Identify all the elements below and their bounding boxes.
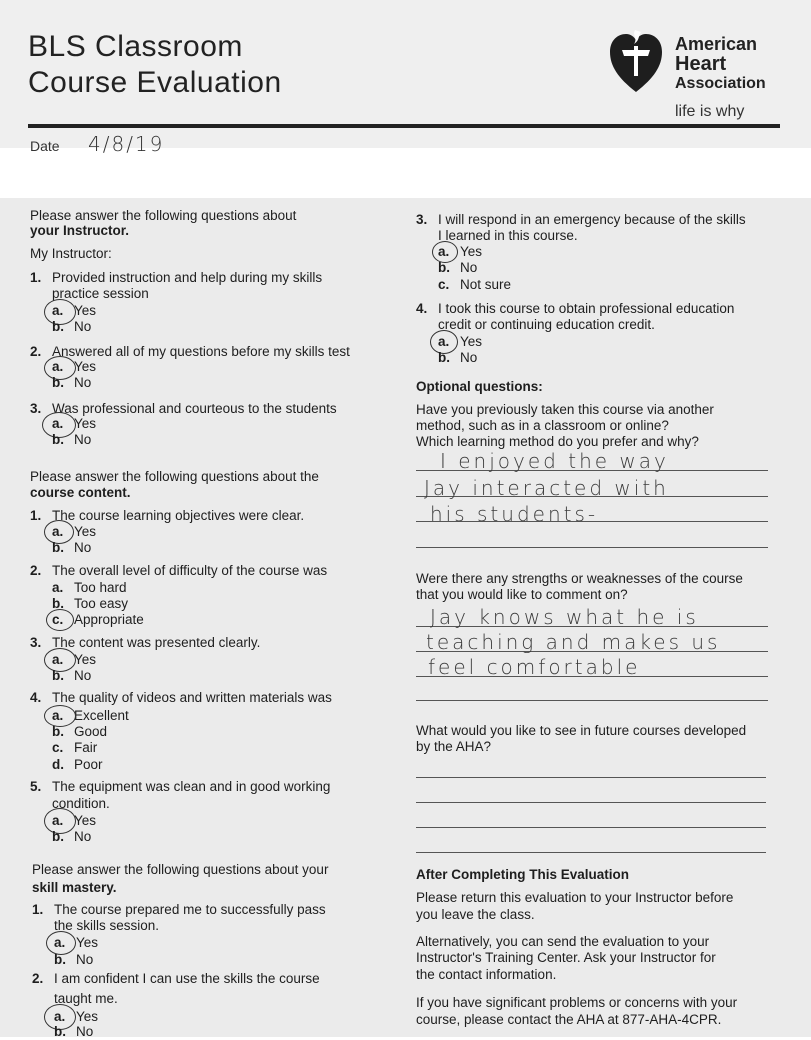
after-completing-heading: After Completing This Evaluation [416, 867, 630, 882]
response-q3-line2: I learned in this course. [438, 228, 578, 243]
content-q4: 4. The quality of videos and written materials was [30, 690, 332, 705]
skill-intro-line1: Please answer the following questions about your [32, 862, 329, 877]
optional-questions-heading: Optional questions: [416, 379, 543, 394]
instructor-q1-line2: practice session [52, 286, 149, 301]
content-q5-line2: condition. [52, 796, 110, 811]
org-name-line1: American [675, 34, 758, 54]
answer-line [416, 827, 766, 828]
handwritten-answer-1-line2: Jay interacted with [424, 476, 669, 500]
content-q4-option-b[interactable]: b. Good [52, 724, 108, 739]
handwritten-answer-2-line3: feel comfortable [428, 655, 641, 679]
optional-q3-line2: by the AHA? [416, 739, 492, 754]
optional-q2-line2: that you would like to comment on? [416, 587, 628, 602]
content-q3-option-b[interactable]: b. No [52, 668, 92, 683]
aha-heart-torch-logo [608, 28, 664, 94]
content-q4-option-d[interactable]: d. Poor [52, 757, 103, 772]
content-intro-line2: course content. [30, 485, 131, 500]
content-q5-option-b[interactable]: b. No [52, 829, 92, 844]
response-q3-option-c[interactable]: c. Not sure [438, 277, 512, 292]
content-q2-option-c[interactable]: c. Appropriate [52, 612, 144, 627]
after-p3-line2: course, please contact the AHA at 877-AHA-4CPR. [416, 1012, 722, 1027]
optional-q3-line1: What would you like to see in future courses developed [416, 723, 747, 738]
handwritten-answer-2-line1: Jay knows what he is [430, 605, 699, 629]
handwritten-answer-1-line3: his students- [430, 502, 599, 526]
instructor-q2-option-b[interactable]: b. No [52, 375, 92, 390]
content-q5-option-a[interactable]: a. Yes [52, 813, 97, 828]
date-label: Date [30, 138, 60, 154]
handwritten-answer-1-line1: I enjoyed the way [440, 449, 669, 473]
instructor-q1-option-b[interactable]: b. No [52, 319, 92, 334]
date-value: 4/8/19 [88, 132, 165, 156]
after-p2-line1: Alternatively, you can send the evaluation to your [416, 934, 710, 949]
response-q4: 4. I took this course to obtain professional education [416, 301, 735, 316]
content-q1: 1. The course learning objectives were clear. [30, 508, 305, 523]
content-q4-option-c[interactable]: c. Fair [52, 740, 98, 755]
header-rule [28, 124, 780, 128]
content-q1-option-b[interactable]: b. No [52, 540, 92, 555]
instructor-intro-line1: Please answer the following questions about [30, 208, 297, 223]
after-p2-line3: the contact information. [416, 967, 557, 982]
org-name-line3: Association [675, 75, 766, 92]
response-q3-option-a[interactable]: a. Yes [438, 244, 483, 259]
content-q4-option-a[interactable]: a. Excellent [52, 708, 129, 723]
response-q4-option-b[interactable]: b. No [438, 350, 478, 365]
answer-line [416, 852, 766, 853]
instructor-q2: 2. Answered all of my questions before my skills test [30, 344, 350, 359]
content-q3-option-a[interactable]: a. Yes [52, 652, 97, 667]
tagline: life is why [675, 103, 745, 120]
content-intro-line1: Please answer the following questions about the [30, 469, 319, 484]
response-q4-line2: credit or continuing education credit. [438, 317, 655, 332]
response-q3-option-b[interactable]: b. No [438, 260, 478, 275]
after-p1-line1: Please return this evaluation to your Instructor before [416, 890, 734, 905]
handwritten-answer-2-line2: teaching and makes us [426, 630, 721, 654]
instructor-q2-option-a[interactable]: a. Yes [52, 359, 97, 374]
answer-line [416, 777, 766, 778]
optional-q1-line1: Have you previously taken this course via another [416, 402, 714, 417]
instructor-q1: 1. Provided instruction and help during my skills [30, 270, 323, 285]
skill-q1-line2: the skills session. [54, 918, 160, 933]
optional-q1-line2: method, such as in a classroom or online? [416, 418, 669, 433]
skill-q1: 1. The course prepared me to successfully pass [32, 902, 326, 917]
skill-intro-line2: skill mastery. [32, 880, 117, 895]
form-title-line1: BLS Classroom [28, 30, 243, 63]
skill-q2: 2. I am confident I can use the skills the course [32, 971, 320, 986]
selection-circle [46, 609, 74, 631]
my-instructor-label: My Instructor: [30, 246, 112, 261]
optional-q2-line1: Were there any strengths or weaknesses of the course [416, 571, 743, 586]
response-q4-option-a[interactable]: a. Yes [438, 334, 483, 349]
instructor-q1-option-a[interactable]: a. Yes [52, 303, 97, 318]
org-name-line2: Heart [675, 53, 727, 75]
skill-q1-option-b[interactable]: b. No [54, 952, 94, 967]
after-p2-line2: Instructor's Training Center. Ask your Instructor for [416, 950, 716, 965]
content-q5: 5. The equipment was clean and in good working [30, 779, 331, 794]
after-p1-line2: you leave the class. [416, 907, 535, 922]
skill-q2-option-a[interactable]: a. Yes [54, 1009, 99, 1024]
content-q2-option-b[interactable]: b. Too easy [52, 596, 129, 611]
content-q2-option-a[interactable]: a. Too hard [52, 580, 127, 595]
skill-q2-option-b[interactable]: b. No [54, 1024, 94, 1039]
skill-q1-option-a[interactable]: a. Yes [54, 935, 99, 950]
instructor-q3-option-b[interactable]: b. No [52, 432, 92, 447]
skill-q2-line2: taught me. [54, 991, 118, 1006]
answer-line [416, 802, 766, 803]
answer-line [416, 547, 768, 548]
form-title-line2: Course Evaluation [28, 66, 282, 99]
after-p3-line1: If you have significant problems or concerns with your [416, 995, 738, 1010]
answer-line [416, 700, 768, 701]
instructor-q3-option-a[interactable]: a. Yes [52, 416, 97, 431]
response-q3: 3. I will respond in an emergency because of the skills [416, 212, 746, 227]
content-q2: 2. The overall level of difficulty of the course was [30, 563, 328, 578]
instructor-q3: 3. Was professional and courteous to the students [30, 401, 337, 416]
optional-q1-line3: Which learning method do you prefer and why? [416, 434, 699, 449]
content-q1-option-a[interactable]: a. Yes [52, 524, 97, 539]
content-q3: 3. The content was presented clearly. [30, 635, 261, 650]
instructor-intro-line2: your Instructor. [30, 223, 130, 238]
